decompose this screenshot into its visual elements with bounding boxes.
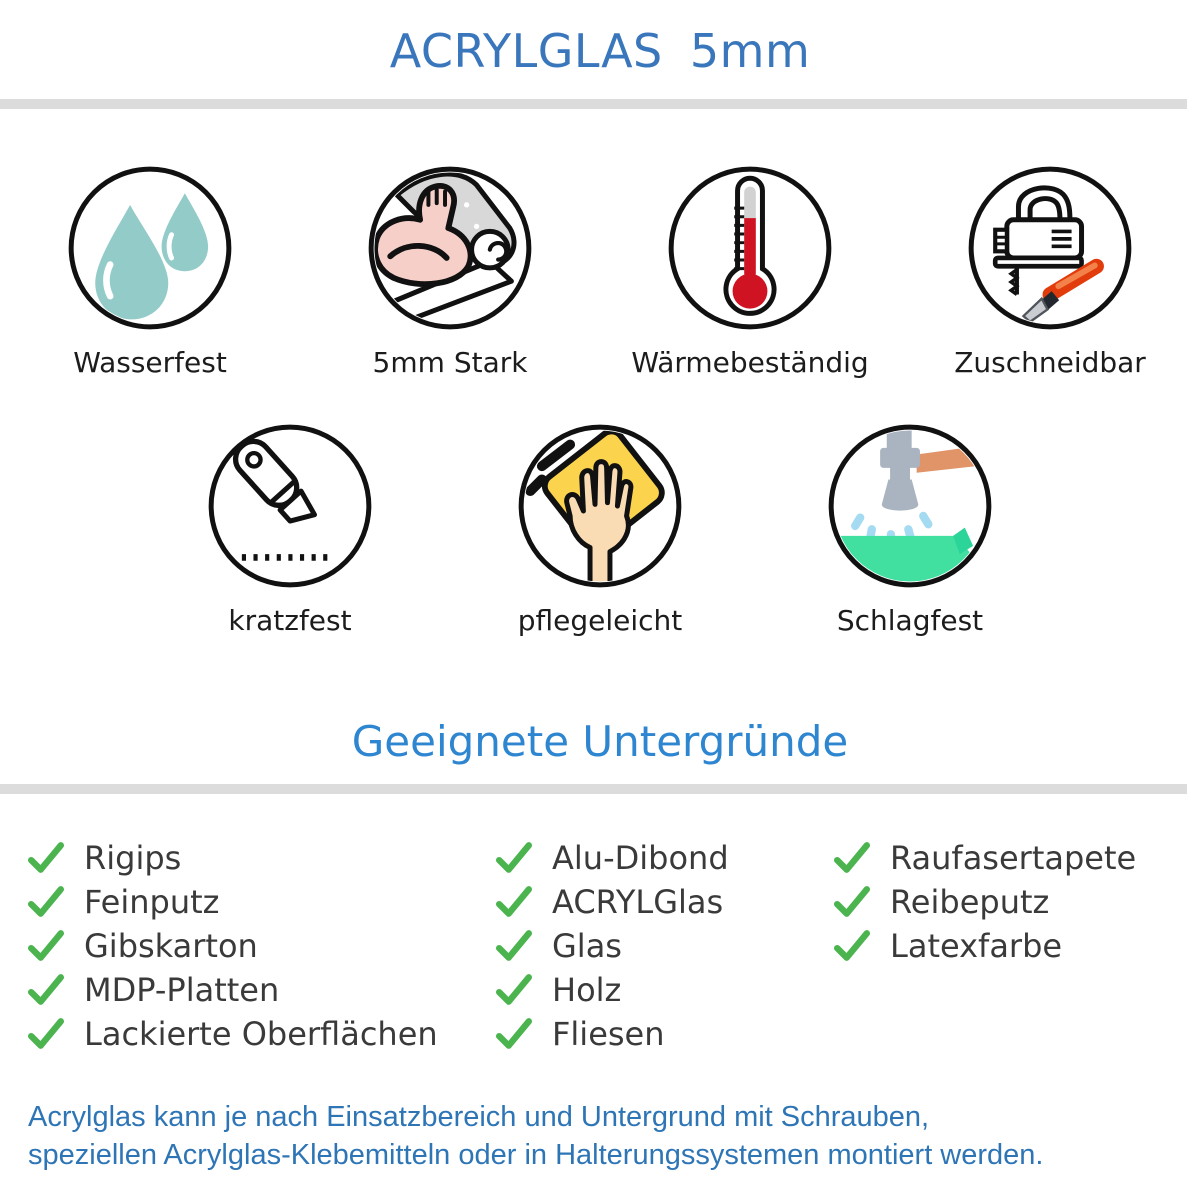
feature-waermebestaendig [600, 165, 900, 379]
check-icon [496, 1016, 532, 1052]
list-item-label: ACRYLGlas [552, 883, 724, 921]
list-item [496, 1012, 834, 1056]
feature-label: Wärmebeständig [631, 346, 869, 379]
list-item [28, 968, 496, 1012]
feature-row-2 [135, 423, 1065, 637]
check-icon [834, 884, 870, 920]
water-drops-icon [67, 165, 233, 331]
list-item-label: Fliesen [552, 1015, 665, 1053]
list-item [496, 836, 834, 880]
substrates-heading: Geeignete Untergründe [351, 717, 849, 766]
feature-label: kratzfest [228, 604, 352, 637]
hammer-icon [827, 423, 993, 589]
list-item-label: Latexfarbe [890, 927, 1063, 965]
thermometer-icon [667, 165, 833, 331]
feature-label: Zuschneidbar [954, 346, 1146, 379]
substrates-column-2 [496, 836, 834, 1056]
check-icon [496, 928, 532, 964]
list-item-label: Raufasertapete [890, 839, 1137, 877]
mounting-note-line1: Acrylglas kann je nach Einsatzbereich und Untergrund mit Schrauben, [28, 1101, 930, 1133]
feature-5mm-stark [300, 165, 600, 379]
list-item-label: Alu-Dibond [552, 839, 729, 877]
list-item-label: Holz [552, 971, 622, 1009]
substrates-column-1 [28, 836, 496, 1056]
feature-label: 5mm Stark [372, 346, 528, 379]
list-item-label: Lackierte Oberflächen [84, 1015, 438, 1053]
check-icon [834, 928, 870, 964]
list-item-label: Gibskarton [84, 927, 258, 965]
check-icon [496, 972, 532, 1008]
list-item [28, 1012, 496, 1056]
check-icon [28, 840, 64, 876]
list-item [834, 836, 1200, 880]
list-item-label: Glas [552, 927, 622, 965]
list-item-label: Feinputz [84, 883, 220, 921]
substrates-column-3 [834, 836, 1200, 1056]
feature-row-1 [0, 165, 1200, 379]
list-item [28, 880, 496, 924]
jigsaw-icon [967, 165, 1133, 331]
divider-top [0, 99, 1187, 109]
check-icon [28, 884, 64, 920]
check-icon [496, 840, 532, 876]
feature-wasserfest [0, 165, 300, 379]
check-icon [834, 840, 870, 876]
list-item-label: Rigips [84, 839, 182, 877]
mounting-note-line2: speziellen Acrylglas-Klebemitteln oder in Halterungssystemen montiert werden. [28, 1139, 1044, 1171]
check-icon [28, 972, 64, 1008]
list-item-label: MDP-Platten [84, 971, 280, 1009]
utility-knife-icon [207, 423, 373, 589]
feature-pflegeleicht [445, 423, 755, 637]
check-icon [28, 928, 64, 964]
feature-label: pflegeleicht [517, 604, 683, 637]
check-icon [28, 1016, 64, 1052]
feature-kratzfest [135, 423, 445, 637]
wiping-hand-icon [517, 423, 683, 589]
list-item [496, 968, 834, 1012]
feature-schlagfest [755, 423, 1065, 637]
check-icon [496, 884, 532, 920]
list-item [834, 924, 1200, 968]
feature-label: Schlagfest [836, 604, 984, 637]
feature-label: Wasserfest [73, 346, 227, 379]
page-title: ACRYLGLAS 5mm [389, 24, 811, 78]
list-item [28, 924, 496, 968]
list-item [28, 836, 496, 880]
list-item-label: Reibeputz [890, 883, 1050, 921]
feature-zuschneidbar [900, 165, 1200, 379]
list-item [834, 880, 1200, 924]
flex-arm-icon [367, 165, 533, 331]
mounting-note [0, 1098, 1200, 1174]
divider-middle [0, 784, 1187, 794]
substrates-list [0, 836, 1200, 1056]
list-item [496, 924, 834, 968]
list-item [496, 880, 834, 924]
